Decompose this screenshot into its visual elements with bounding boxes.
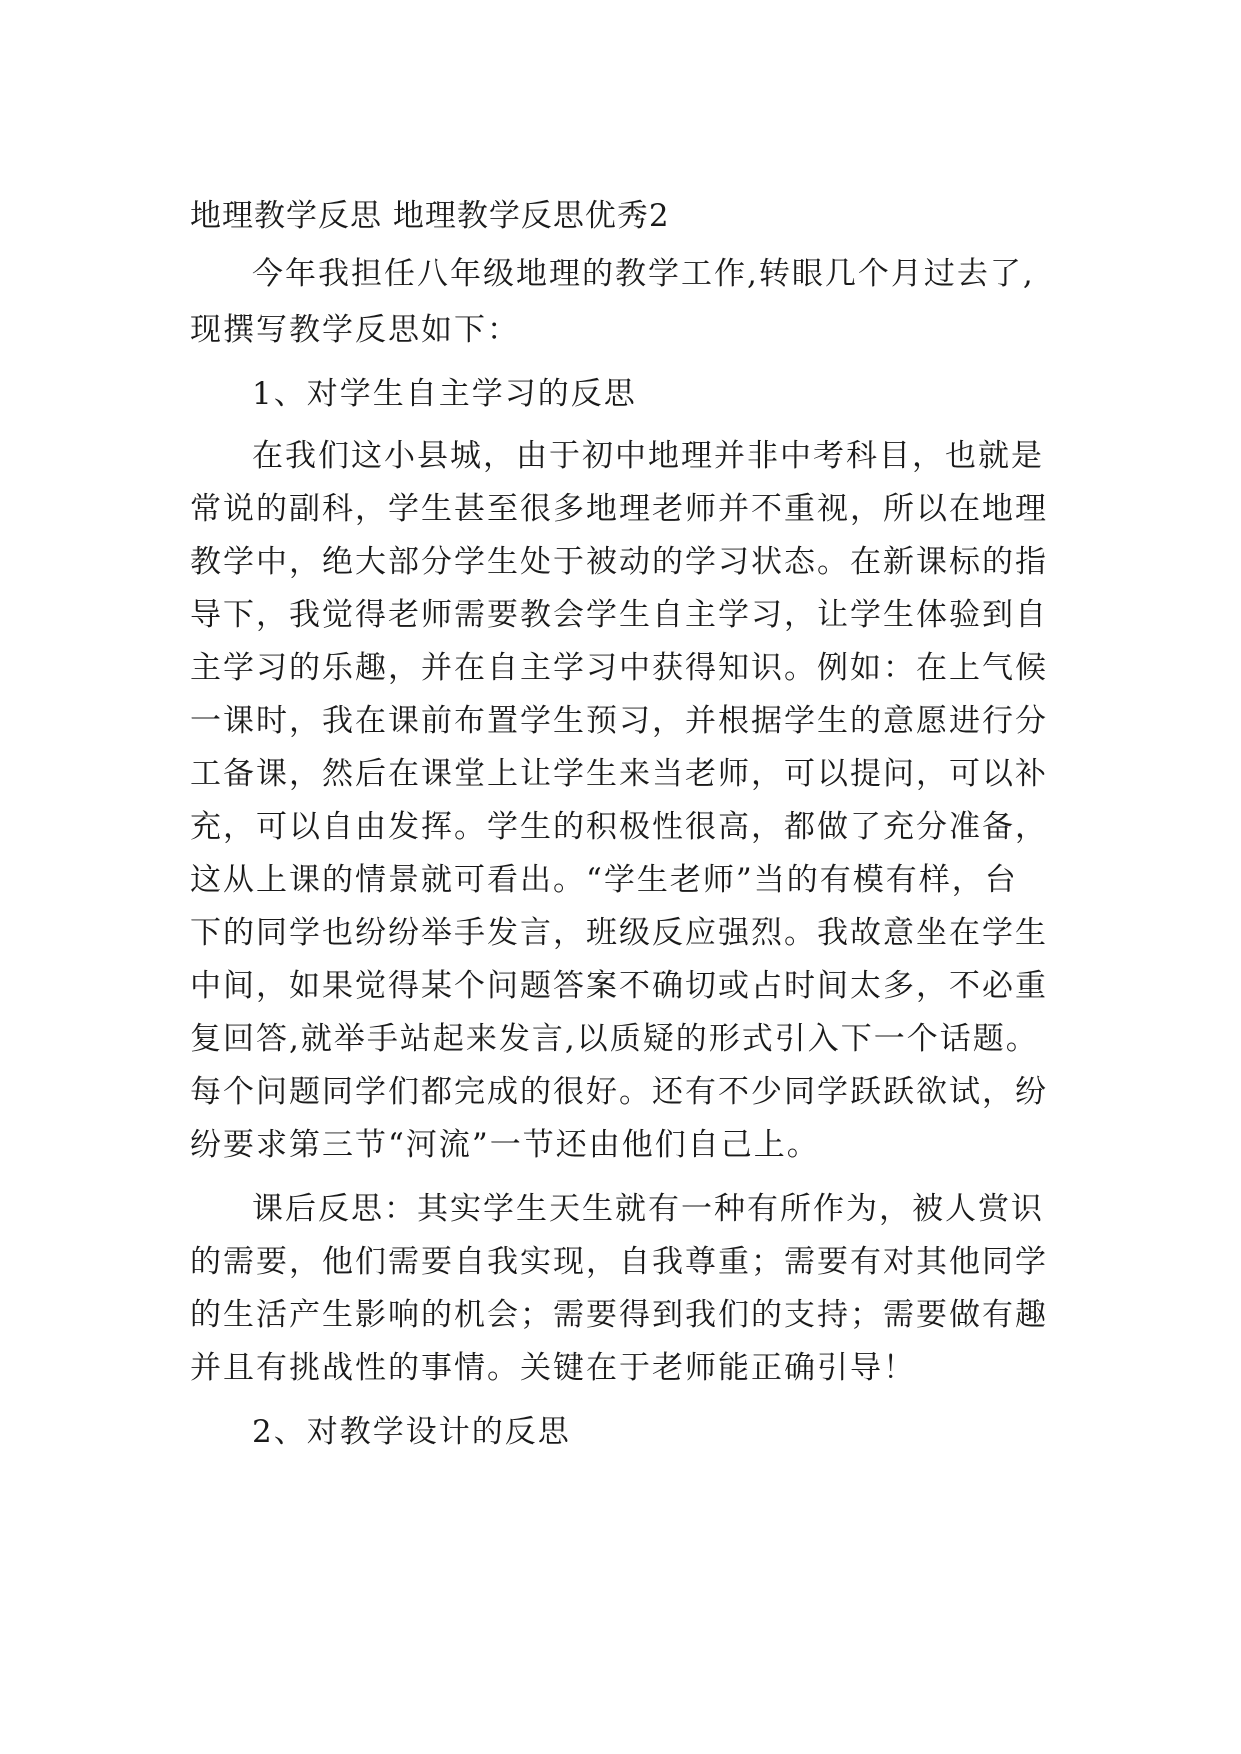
section-heading: 1、对学生自主学习的反思 [252,376,637,412]
paragraph-line: 工备课，然后在课堂上让学生来当老师，可以提问，可以补 [190,756,1048,792]
paragraph-line: 充，可以自由发挥。学生的积极性很高，都做了充分准备， [190,809,1048,845]
paragraph-line: 一课时，我在课前布置学生预习，并根据学生的意愿进行分 [190,703,1048,739]
paragraph-line: 今年我担任八年级地理的教学工作,转眼几个月过去了, [252,256,1035,292]
paragraph-line: 纷要求第三节“河流”一节还由他们自己上。 [190,1127,820,1163]
paragraph-line: 导下，我觉得老师需要教会学生自主学习，让学生体验到自 [190,597,1048,633]
paragraph-line: 现撰写教学反思如下： [190,312,520,348]
paragraph-line: 在我们这小县城，由于初中地理并非中考科目，也就是 [252,438,1044,474]
paragraph-line: 中间，如果觉得某个问题答案不确切或占时间太多，不必重 [190,968,1048,1004]
paragraph-line: 主学习的乐趣，并在自主学习中获得知识。例如：在上气候 [190,650,1048,686]
section-heading: 2、对教学设计的反思 [252,1414,571,1450]
paragraph-line: 下的同学也纷纷举手发言，班级反应强烈。我故意坐在学生 [190,915,1048,951]
paragraph-line: 常说的副科，学生甚至很多地理老师并不重视，所以在地理 [190,491,1048,527]
paragraph-line: 每个问题同学们都完成的很好。还有不少同学跃跃欲试，纷 [190,1074,1048,1110]
document-title: 地理教学反思 地理教学反思优秀2 [190,198,670,234]
paragraph-line: 这从上课的情景就可看出。“学生老师”当的有模有样，台 [190,862,1018,898]
paragraph-line: 的需要，他们需要自我实现，自我尊重；需要有对其他同学 [190,1244,1048,1280]
paragraph-line: 并且有挑战性的事情。关键在于老师能正确引导！ [190,1350,916,1386]
paragraph-line: 复回答,就举手站起来发言,以质疑的形式引入下一个话题。 [190,1021,1039,1057]
paragraph-line: 的生活产生影响的机会；需要得到我们的支持；需要做有趣 [190,1297,1048,1333]
paragraph-line: 教学中，绝大部分学生处于被动的学习状态。在新课标的指 [190,544,1048,580]
paragraph-line: 课后反思：其实学生天生就有一种有所作为，被人赏识 [252,1191,1044,1227]
